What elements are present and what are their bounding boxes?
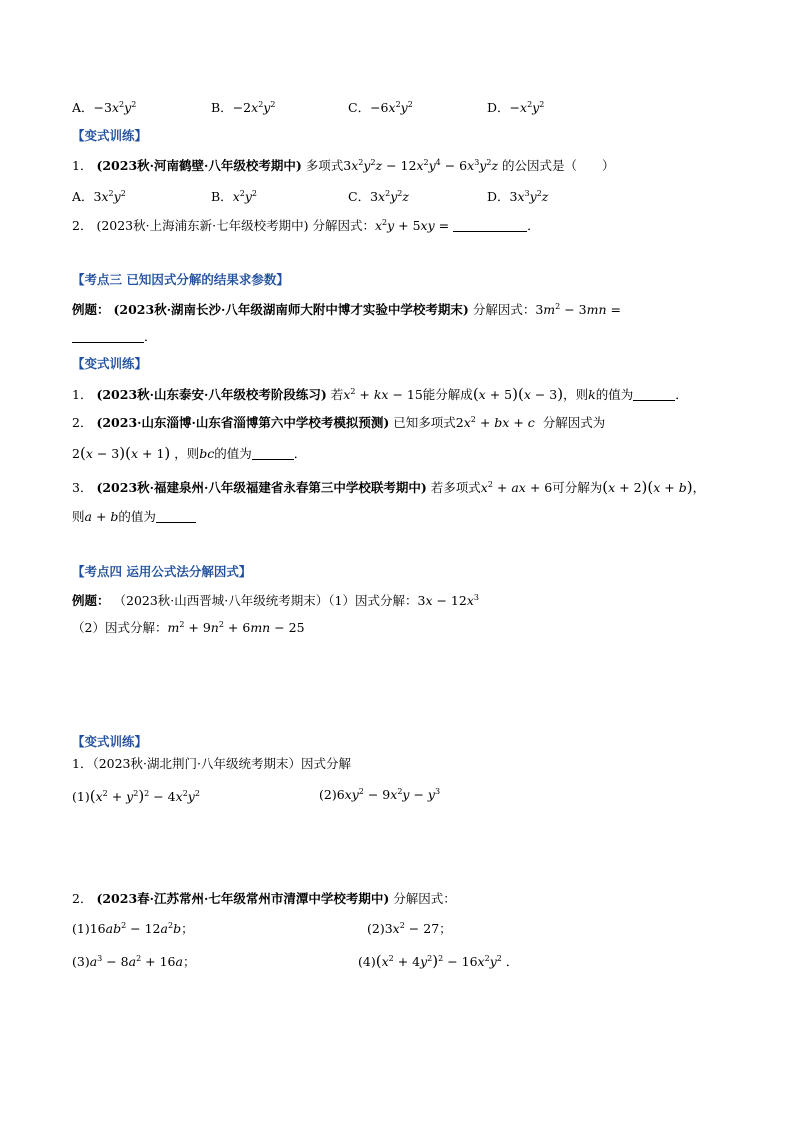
option-b: B．$-2x^2y^2$	[211, 100, 276, 115]
section3-example-blank-line: ．	[72, 328, 157, 346]
v1q1-math: $3x^2y^2z - 12x^2y^4 - 6x^3y^2z$	[343, 158, 499, 173]
v2q2-math-factors: 2(x − 3)(x + 1)	[72, 444, 171, 462]
variant1-question-1: 1． (2023秋·河南鹤壁·八年级校考期中) 多项式$3x^2y^2z - 12x^2y^4 - 6x^3y^2z$ 的公因式是（ ）	[72, 158, 615, 173]
s4-example-math-1: $3x - 12x^3$	[417, 593, 479, 608]
v3q2-math-3: $a^3 - 8a^2 + 16a$；	[89, 954, 196, 969]
option-a-math: $-3x^2y^2$	[93, 100, 137, 115]
v3q1-part-1: $(1)(x^2 + y^2)^2 - 4x^2y^2$	[72, 787, 200, 805]
variant-heading-2: 【变式训练】	[72, 356, 148, 371]
option-b-math: $-2x^2y^2$	[232, 100, 276, 115]
section4-example-part2: （2）因式分解：$m^2 + 9n^2 + 6mn - 25$	[72, 620, 305, 635]
option-a: A．$-3x^2y^2$	[72, 100, 137, 115]
v2q3-math-poly: $x^2$ + ax + 6	[480, 480, 553, 495]
v2q1-math-factors: (x + 5)(x − 3)	[472, 385, 564, 403]
v2q2-var-bc: bc	[199, 446, 215, 461]
v1q1-option-a-math: $3x^2y^2$	[93, 189, 126, 204]
section3-example: 例题： (2023秋·湖南长沙·八年级湖南师大附中博才实验中学校考期末) 分解因式：$3m^2 - 3mn$ =	[72, 302, 621, 317]
variant2-question-3: 3． (2023秋·福建泉州·八年级福建省永春第三中学校联考期中) 若多项式$x^2$ + ax + 6可分解为(x + 2)(x + b)，	[72, 478, 706, 496]
v1q1-option-b-math: $x^2y^2$	[232, 189, 257, 204]
variant3-question-1: 1．（2023秋·湖北荆门·八年级统考期末）因式分解	[72, 756, 351, 771]
v3q1-part-2: $(2)6xy^2 - 9x^2y - y^3$	[319, 787, 441, 802]
option-d: D．$-x^2y^2$	[487, 100, 545, 115]
variant2-question-2-cont: 2(x − 3)(x + 1) ，则bc的值为 ．	[72, 444, 307, 462]
answer-blank[interactable]	[72, 330, 144, 343]
s3-example-math: $3m^2 - 3mn$ =	[535, 302, 621, 317]
section4-example: 例题： （2023秋·山西晋城·八年级统考期末）（1）因式分解：$3x - 12x^3$	[72, 593, 479, 608]
s4-example-math-2: $m^2 + 9n^2 + 6mn - 25$	[167, 620, 305, 635]
variant-heading-1: 【变式训练】	[72, 128, 148, 143]
v2q1-math-poly: $x^2$ + kx − 15	[343, 387, 423, 402]
v3q2-part-2: $(2)3x^2 - 27$；	[367, 921, 452, 936]
answer-blank[interactable]	[156, 510, 196, 523]
v3q2-math-4: $(x^2 + 4y^2)^2 - 16x^2y^2$ ．	[375, 952, 519, 970]
v1q1-option-a: A．$3x^2y^2$	[72, 189, 126, 204]
option-d-math: $-x^2y^2$	[509, 100, 545, 115]
v1q1-option-c: C．$3x^2y^2z$	[348, 189, 409, 204]
v1q2-math: $x^2y + 5xy$ =	[374, 218, 454, 233]
variant3-question-2: 2． (2023春·江苏常州·七年级常州市清潭中学校考期中) 分解因式：	[72, 891, 456, 906]
answer-blank[interactable]	[633, 388, 675, 401]
variant2-question-2: 2． (2023·山东淄博·山东省淄博第六中学校考模拟预测) 已知多项式$2x^2$ + bx + c 分解因式为	[72, 415, 606, 430]
section-heading-4: 【考点四 运用公式法分解因式】	[72, 564, 252, 579]
v3q2-part-4: $(4)(x^2 + 4y^2)^2 - 16x^2y^2$ ．	[358, 952, 519, 970]
v1q1-option-d: D．$3x^3y^2z$	[487, 189, 549, 204]
v3q1-math-1: $(x^2 + y^2)^2 - 4x^2y^2$	[89, 787, 200, 805]
option-c-math: $-6x^2y^2$	[370, 100, 413, 115]
v2q3-math-sum: a + b	[84, 509, 119, 524]
v3q2-part-3: $(3)a^3 - 8a^2 + 16a$；	[72, 954, 196, 969]
option-c: C．$-6x^2y^2$	[348, 100, 413, 115]
answer-blank[interactable]	[453, 219, 527, 232]
section-heading-3: 【考点三 已知因式分解的结果求参数】	[72, 272, 289, 287]
v1q1-option-c-math: $3x^2y^2z$	[370, 189, 409, 204]
v3q2-math-2: $3x^2 - 27$；	[384, 921, 452, 936]
v1q1-option-d-math: $3x^3y^2z$	[509, 189, 549, 204]
variant1-question-2: 2． (2023秋·上海浦东新·七年级校考期中) 分解因式：$x^2y + 5xy$ = ．	[72, 218, 540, 233]
v3q1-math-2: $6xy^2 - 9x^2y - y^3$	[336, 787, 441, 802]
variant-heading-3: 【变式训练】	[72, 734, 148, 749]
v3q2-math-1: $16ab^2 - 12a^2b$；	[89, 921, 194, 936]
answer-blank[interactable]	[252, 447, 294, 460]
v1q1-option-b: B．$x^2y^2$	[211, 189, 257, 204]
variant2-question-3-cont: 则a + b的值为	[72, 508, 196, 526]
v2q3-math-factors: (x + 2)(x + b)	[602, 478, 693, 496]
v3q2-part-1: $(1)16ab^2 - 12a^2b$；	[72, 921, 194, 936]
v2q1-var-k: k	[588, 387, 596, 402]
v2q2-math-poly: $2x^2$ + bx + c	[455, 415, 535, 430]
variant2-question-1: 1． (2023秋·山东泰安·八年级校考阶段练习) 若$x^2$ + kx − 15能分解成(x + 5)(x − 3)，则k的值为 ．	[72, 385, 688, 403]
